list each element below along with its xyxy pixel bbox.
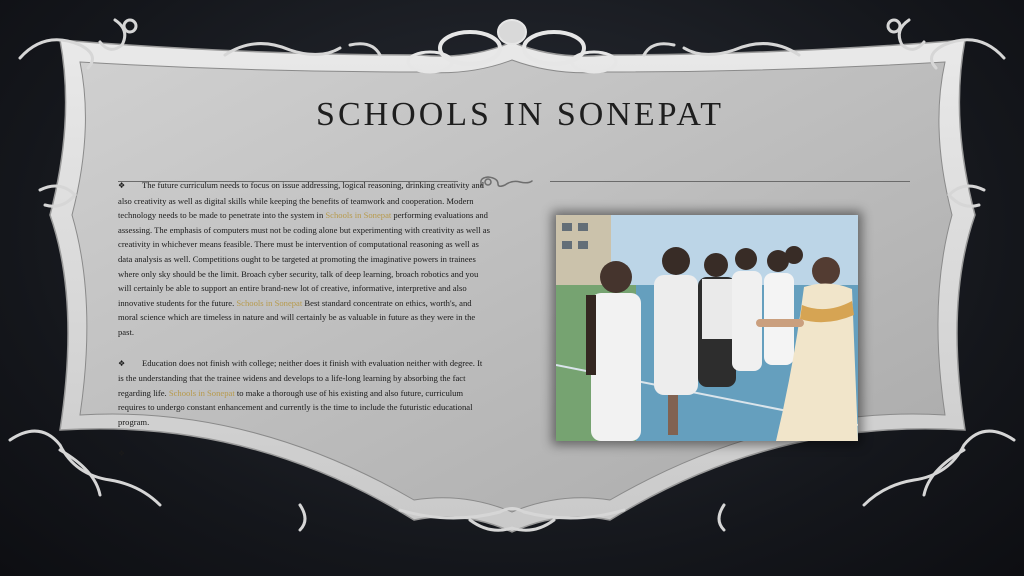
paragraph [118, 178, 490, 340]
divider-right [550, 181, 910, 182]
bullet-icon: ❖ [118, 358, 126, 368]
paragraph-text: The future curriculum needs to focus on issue addressing, logical reasoning, drinking creativity and also creativity as well as digital skills while keeping the benefits of teamwork and cooperation. Modern technology needs to be made to penetrate into the system in [118, 180, 484, 221]
paragraph [118, 446, 490, 462]
schools-in-sonepat-link[interactable]: Schools in Sonepat [168, 387, 235, 398]
paragraph-text: performing evaluations and assessing. The emphasis of computers must not be coding alone but experimenting with creativity as well as creativity in whichever means feasible. There must be intervention of computational reasoning as well as data analysis as well. Competitions ought to be targeted at promoting the imaginative powers in trainees where only sky should be the limit. Broach cyber security, talk of deep learning, broach robotics and you will certainly be able to support an entire brand-new lot of creative, informative, interpretive and also innovative students for the future. [118, 210, 490, 308]
paragraph-text: Best standard concentrate on ethics, worth's, and moral science which are timeless in nature and will certainly be as valuable in future as they were in the past. [118, 297, 476, 337]
slide-title: SCHOOLS IN SONEPAT [316, 96, 724, 133]
paragraph-text: to make a thorough use of his existing and also future, curriculum requires to undergo constant enhancement and currently is the time to include the futuristic educational program. [118, 387, 473, 427]
schools-in-sonepat-link[interactable]: Schools in Sonepat [236, 297, 303, 308]
students-photo [556, 215, 858, 441]
body-text [118, 178, 490, 477]
schools-in-sonepat-link[interactable]: Schools in Sonepat [325, 210, 392, 221]
bullet-icon: ❖ [118, 181, 126, 190]
paragraph [118, 356, 490, 430]
paragraph-text: Education does not finish with college; neither does it finish with evaluation neither with degree. It is the understanding that the trainee widens and develops to a life-long learning by absorbing the fact regarding life. [118, 357, 483, 398]
bullet-icon: ❖ [118, 448, 126, 458]
